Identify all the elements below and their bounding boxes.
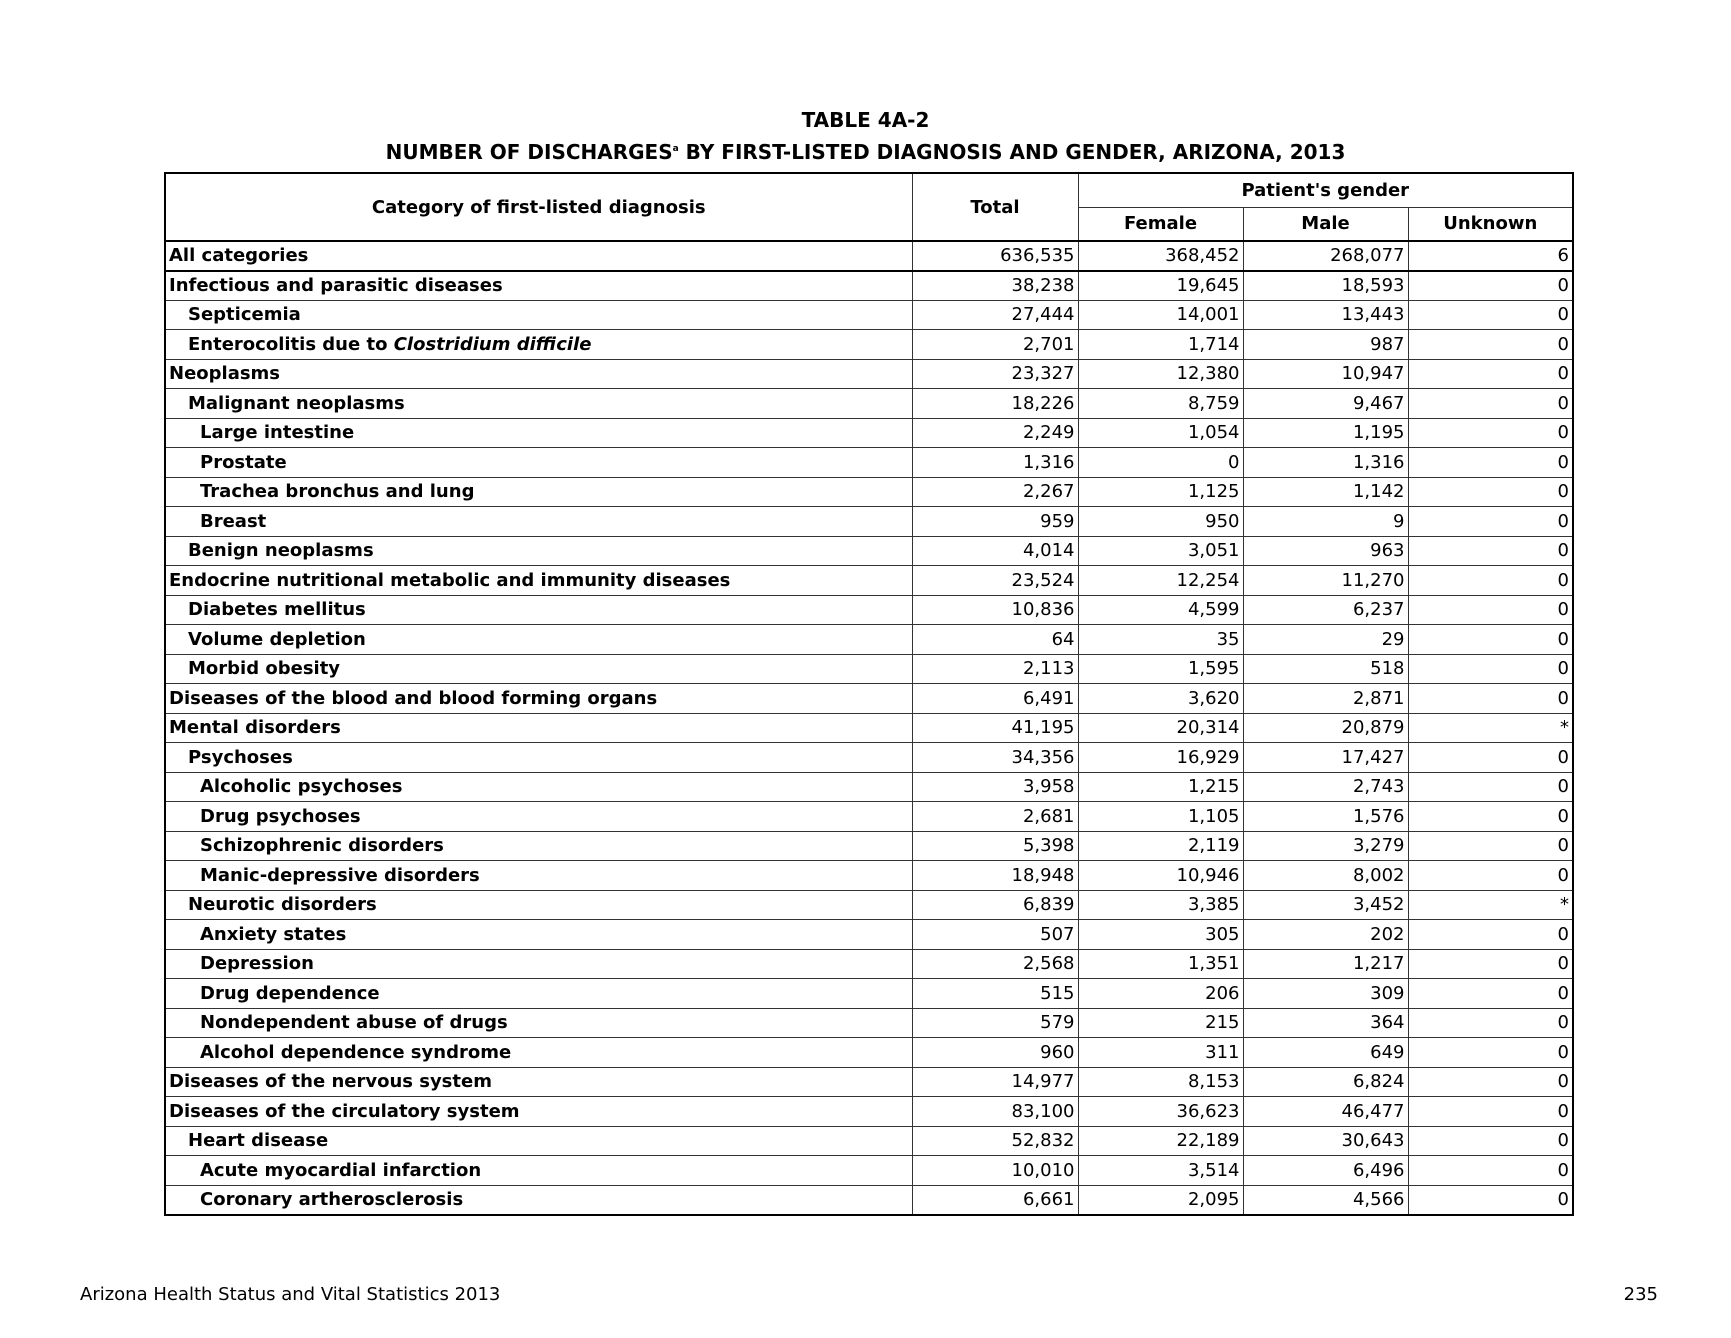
row-category-label [165, 1038, 912, 1068]
row-female-value: 2,119 [1078, 831, 1243, 861]
row-unknown-value: 0 [1408, 802, 1573, 832]
row-unknown-value: * [1408, 890, 1573, 920]
row-unknown-value: 0 [1408, 1038, 1573, 1068]
table-title-block [0, 106, 1731, 167]
table-row [165, 566, 1573, 596]
row-unknown-value: 0 [1408, 595, 1573, 625]
table-row [165, 1067, 1573, 1097]
row-female-value: 22,189 [1078, 1126, 1243, 1156]
row-category-text: Heart disease [188, 1130, 329, 1152]
row-male-value: 10,947 [1243, 359, 1408, 389]
row-category-text: Diseases of the blood and blood forming organs [169, 687, 658, 709]
row-male-value: 202 [1243, 920, 1408, 950]
row-category-text: Morbid obesity [188, 658, 341, 680]
table-row [165, 743, 1573, 773]
row-category-label [165, 271, 912, 301]
table-row [165, 418, 1573, 448]
row-category-text: Breast [200, 510, 267, 532]
row-category-label [165, 330, 912, 360]
table-row [165, 890, 1573, 920]
row-unknown-value: 0 [1408, 920, 1573, 950]
row-unknown-value: 0 [1408, 654, 1573, 684]
row-female-value: 305 [1078, 920, 1243, 950]
row-male-value: 1,142 [1243, 477, 1408, 507]
row-female-value: 1,351 [1078, 949, 1243, 979]
table-row [165, 802, 1573, 832]
row-male-value: 963 [1243, 536, 1408, 566]
row-category-label [165, 1097, 912, 1127]
row-unknown-value: 0 [1408, 1185, 1573, 1215]
row-female-value: 215 [1078, 1008, 1243, 1038]
row-category-label [165, 595, 912, 625]
row-category-text: Psychoses [188, 746, 293, 768]
row-female-value: 0 [1078, 448, 1243, 478]
table-row [165, 448, 1573, 478]
row-unknown-value: 0 [1408, 684, 1573, 714]
row-unknown-value: 0 [1408, 418, 1573, 448]
row-male-value: 6,496 [1243, 1156, 1408, 1186]
row-female-value: 12,380 [1078, 359, 1243, 389]
row-female-value: 3,385 [1078, 890, 1243, 920]
row-male-value: 2,871 [1243, 684, 1408, 714]
row-total-value: 18,226 [912, 389, 1078, 419]
row-female-value: 2,095 [1078, 1185, 1243, 1215]
table-id: TABLE 4A-2 [801, 108, 930, 132]
row-unknown-value: 0 [1408, 507, 1573, 537]
row-total-value: 960 [912, 1038, 1078, 1068]
row-category-label [165, 1008, 912, 1038]
title-part-2: BY FIRST-LISTED DIAGNOSIS AND GENDER, ARIZONA, 2013 [678, 140, 1346, 164]
row-category-label [165, 241, 912, 271]
row-category-label [165, 448, 912, 478]
row-total-value: 959 [912, 507, 1078, 537]
table-title [0, 135, 1731, 167]
row-total-value: 579 [912, 1008, 1078, 1038]
row-female-value: 1,105 [1078, 802, 1243, 832]
row-category-text: Volume depletion [188, 628, 366, 650]
table-row [165, 772, 1573, 802]
row-category-label [165, 949, 912, 979]
row-female-value: 12,254 [1078, 566, 1243, 596]
row-category-label [165, 625, 912, 655]
table-row [165, 1008, 1573, 1038]
row-category-text: Anxiety states [200, 923, 347, 945]
table-header [165, 173, 1573, 241]
row-category-text: Infectious and parasitic diseases [169, 275, 503, 296]
row-category-text: Manic-depressive disorders [200, 864, 480, 886]
row-total-value: 6,661 [912, 1185, 1078, 1215]
table-row [165, 920, 1573, 950]
row-category-label [165, 536, 912, 566]
row-category-text: Diseases of the nervous system [169, 1071, 492, 1093]
row-category-text: Prostate [200, 451, 287, 473]
row-total-value: 515 [912, 979, 1078, 1009]
column-group-gender: Patient's gender [1078, 173, 1573, 207]
row-total-value: 507 [912, 920, 1078, 950]
row-female-value: 311 [1078, 1038, 1243, 1068]
row-unknown-value: 6 [1408, 241, 1573, 271]
row-unknown-value: 0 [1408, 949, 1573, 979]
row-female-value: 1,714 [1078, 330, 1243, 360]
row-male-value: 649 [1243, 1038, 1408, 1068]
row-category-label [165, 743, 912, 773]
row-total-value: 18,948 [912, 861, 1078, 891]
row-male-value: 20,879 [1243, 713, 1408, 743]
row-unknown-value: 0 [1408, 1126, 1573, 1156]
table-row [165, 477, 1573, 507]
row-unknown-value: 0 [1408, 330, 1573, 360]
row-total-value: 10,836 [912, 595, 1078, 625]
row-unknown-value: 0 [1408, 625, 1573, 655]
table-row [165, 507, 1573, 537]
row-female-value: 14,001 [1078, 300, 1243, 330]
row-female-value: 4,599 [1078, 595, 1243, 625]
row-category-label [165, 713, 912, 743]
row-male-value: 17,427 [1243, 743, 1408, 773]
row-male-value: 46,477 [1243, 1097, 1408, 1127]
row-total-value: 2,701 [912, 330, 1078, 360]
footnote-marker: a [672, 144, 679, 154]
row-male-value: 13,443 [1243, 300, 1408, 330]
row-male-value: 11,270 [1243, 566, 1408, 596]
row-unknown-value: 0 [1408, 359, 1573, 389]
row-total-value: 23,327 [912, 359, 1078, 389]
row-category-text: Trachea bronchus and lung [200, 481, 475, 503]
row-category-label [165, 802, 912, 832]
table-row [165, 1156, 1573, 1186]
row-category-label [165, 979, 912, 1009]
publication-footer: Arizona Health Status and Vital Statistics 2013 [80, 1284, 501, 1305]
row-category-label [165, 300, 912, 330]
row-category-label [165, 418, 912, 448]
row-category-text: Diseases of the circulatory system [169, 1100, 520, 1122]
row-category-label [165, 1126, 912, 1156]
row-category-italic-text: Clostridium difficile [393, 333, 592, 355]
row-category-label [165, 1156, 912, 1186]
row-unknown-value: 0 [1408, 300, 1573, 330]
row-female-value: 368,452 [1078, 241, 1243, 271]
row-category-label [165, 1067, 912, 1097]
row-unknown-value: 0 [1408, 566, 1573, 596]
row-total-value: 41,195 [912, 713, 1078, 743]
row-category-text: Enterocolitis due to [188, 333, 394, 355]
row-total-value: 2,267 [912, 477, 1078, 507]
column-header-total: Total [912, 173, 1078, 241]
row-category-text: Endocrine nutritional metabolic and immunity diseases [169, 569, 731, 591]
row-unknown-value: 0 [1408, 979, 1573, 1009]
row-unknown-value: 0 [1408, 1156, 1573, 1186]
row-category-text: Malignant neoplasms [188, 392, 405, 414]
row-female-value: 3,051 [1078, 536, 1243, 566]
row-total-value: 2,681 [912, 802, 1078, 832]
table-row [165, 330, 1573, 360]
row-total-value: 2,568 [912, 949, 1078, 979]
table-row [165, 359, 1573, 389]
row-category-text: Coronary artherosclerosis [200, 1189, 464, 1210]
table-row [165, 241, 1573, 271]
row-male-value: 3,279 [1243, 831, 1408, 861]
row-male-value: 29 [1243, 625, 1408, 655]
row-total-value: 5,398 [912, 831, 1078, 861]
row-unknown-value: 0 [1408, 743, 1573, 773]
table-row [165, 979, 1573, 1009]
row-category-text: Septicemia [188, 304, 301, 326]
row-category-text: Large intestine [200, 422, 355, 444]
row-male-value: 9 [1243, 507, 1408, 537]
table-row [165, 625, 1573, 655]
row-female-value: 1,054 [1078, 418, 1243, 448]
row-total-value: 34,356 [912, 743, 1078, 773]
row-unknown-value: 0 [1408, 861, 1573, 891]
row-category-label [165, 890, 912, 920]
row-male-value: 30,643 [1243, 1126, 1408, 1156]
row-total-value: 6,839 [912, 890, 1078, 920]
row-category-label [165, 477, 912, 507]
row-female-value: 1,125 [1078, 477, 1243, 507]
row-category-text: Depression [200, 953, 314, 975]
table-row [165, 831, 1573, 861]
row-male-value: 3,452 [1243, 890, 1408, 920]
row-category-text: Neoplasms [169, 363, 281, 385]
row-female-value: 20,314 [1078, 713, 1243, 743]
table-row [165, 654, 1573, 684]
row-female-value: 3,620 [1078, 684, 1243, 714]
row-category-text: Nondependent abuse of drugs [200, 1012, 508, 1034]
row-category-label [165, 772, 912, 802]
row-total-value: 10,010 [912, 1156, 1078, 1186]
page-number: 235 [1623, 1284, 1658, 1305]
table-row [165, 1038, 1573, 1068]
row-unknown-value: 0 [1408, 389, 1573, 419]
row-category-text: Drug psychoses [200, 805, 361, 827]
row-male-value: 6,237 [1243, 595, 1408, 625]
table-row [165, 861, 1573, 891]
table-row [165, 684, 1573, 714]
row-unknown-value: 0 [1408, 1097, 1573, 1127]
row-category-text: Neurotic disorders [188, 894, 377, 916]
table-body [165, 241, 1573, 1215]
row-category-text: Diabetes mellitus [188, 599, 366, 621]
row-total-value: 4,014 [912, 536, 1078, 566]
row-category-label [165, 566, 912, 596]
row-total-value: 1,316 [912, 448, 1078, 478]
row-female-value: 8,153 [1078, 1067, 1243, 1097]
row-category-label [165, 684, 912, 714]
row-female-value: 35 [1078, 625, 1243, 655]
table-row [165, 1185, 1573, 1215]
row-category-label [165, 359, 912, 389]
row-total-value: 64 [912, 625, 1078, 655]
row-unknown-value: 0 [1408, 772, 1573, 802]
row-category-label [165, 861, 912, 891]
row-category-text: Schizophrenic disorders [200, 835, 444, 857]
row-total-value: 6,491 [912, 684, 1078, 714]
row-male-value: 9,467 [1243, 389, 1408, 419]
row-male-value: 18,593 [1243, 271, 1408, 301]
table-row [165, 271, 1573, 301]
row-female-value: 1,215 [1078, 772, 1243, 802]
row-total-value: 23,524 [912, 566, 1078, 596]
row-male-value: 8,002 [1243, 861, 1408, 891]
row-total-value: 27,444 [912, 300, 1078, 330]
row-total-value: 38,238 [912, 271, 1078, 301]
row-female-value: 950 [1078, 507, 1243, 537]
row-total-value: 83,100 [912, 1097, 1078, 1127]
table-row [165, 1097, 1573, 1127]
row-male-value: 2,743 [1243, 772, 1408, 802]
row-total-value: 636,535 [912, 241, 1078, 271]
row-category-text: Benign neoplasms [188, 540, 374, 562]
row-total-value: 2,113 [912, 654, 1078, 684]
row-unknown-value: 0 [1408, 477, 1573, 507]
row-female-value: 10,946 [1078, 861, 1243, 891]
table-row [165, 949, 1573, 979]
column-header-category: Category of first-listed diagnosis [165, 173, 912, 241]
row-unknown-value: 0 [1408, 271, 1573, 301]
row-total-value: 3,958 [912, 772, 1078, 802]
title-part-1: NUMBER OF DISCHARGES [385, 140, 673, 164]
row-category-label [165, 389, 912, 419]
row-unknown-value: 0 [1408, 448, 1573, 478]
discharges-table [164, 172, 1574, 1216]
row-female-value: 3,514 [1078, 1156, 1243, 1186]
row-male-value: 268,077 [1243, 241, 1408, 271]
row-male-value: 1,217 [1243, 949, 1408, 979]
row-female-value: 8,759 [1078, 389, 1243, 419]
row-category-label [165, 831, 912, 861]
row-category-text: Drug dependence [200, 982, 380, 1004]
row-category-text: Alcohol dependence syndrome [200, 1041, 512, 1063]
row-female-value: 206 [1078, 979, 1243, 1009]
row-male-value: 364 [1243, 1008, 1408, 1038]
table-row [165, 713, 1573, 743]
row-category-text: Mental disorders [169, 717, 341, 739]
row-male-value: 1,195 [1243, 418, 1408, 448]
row-male-value: 987 [1243, 330, 1408, 360]
row-unknown-value: 0 [1408, 1067, 1573, 1097]
row-unknown-value: * [1408, 713, 1573, 743]
row-category-text: All categories [169, 245, 309, 267]
table-row [165, 300, 1573, 330]
row-category-label [165, 654, 912, 684]
row-unknown-value: 0 [1408, 536, 1573, 566]
row-male-value: 4,566 [1243, 1185, 1408, 1215]
row-unknown-value: 0 [1408, 1008, 1573, 1038]
row-category-label [165, 507, 912, 537]
row-female-value: 16,929 [1078, 743, 1243, 773]
row-category-label [165, 920, 912, 950]
row-male-value: 1,316 [1243, 448, 1408, 478]
row-unknown-value: 0 [1408, 831, 1573, 861]
column-header-female: Female [1078, 207, 1243, 241]
row-male-value: 518 [1243, 654, 1408, 684]
row-total-value: 2,249 [912, 418, 1078, 448]
row-category-text: Alcoholic psychoses [200, 776, 403, 798]
table-row [165, 595, 1573, 625]
row-total-value: 14,977 [912, 1067, 1078, 1097]
row-female-value: 36,623 [1078, 1097, 1243, 1127]
table-row [165, 389, 1573, 419]
row-male-value: 309 [1243, 979, 1408, 1009]
column-header-unknown: Unknown [1408, 207, 1573, 241]
table-row [165, 536, 1573, 566]
row-female-value: 1,595 [1078, 654, 1243, 684]
row-category-text: Acute myocardial infarction [200, 1159, 482, 1181]
row-male-value: 1,576 [1243, 802, 1408, 832]
row-total-value: 52,832 [912, 1126, 1078, 1156]
row-category-label [165, 1185, 912, 1215]
table-row [165, 1126, 1573, 1156]
row-female-value: 19,645 [1078, 271, 1243, 301]
row-male-value: 6,824 [1243, 1067, 1408, 1097]
column-header-male: Male [1243, 207, 1408, 241]
